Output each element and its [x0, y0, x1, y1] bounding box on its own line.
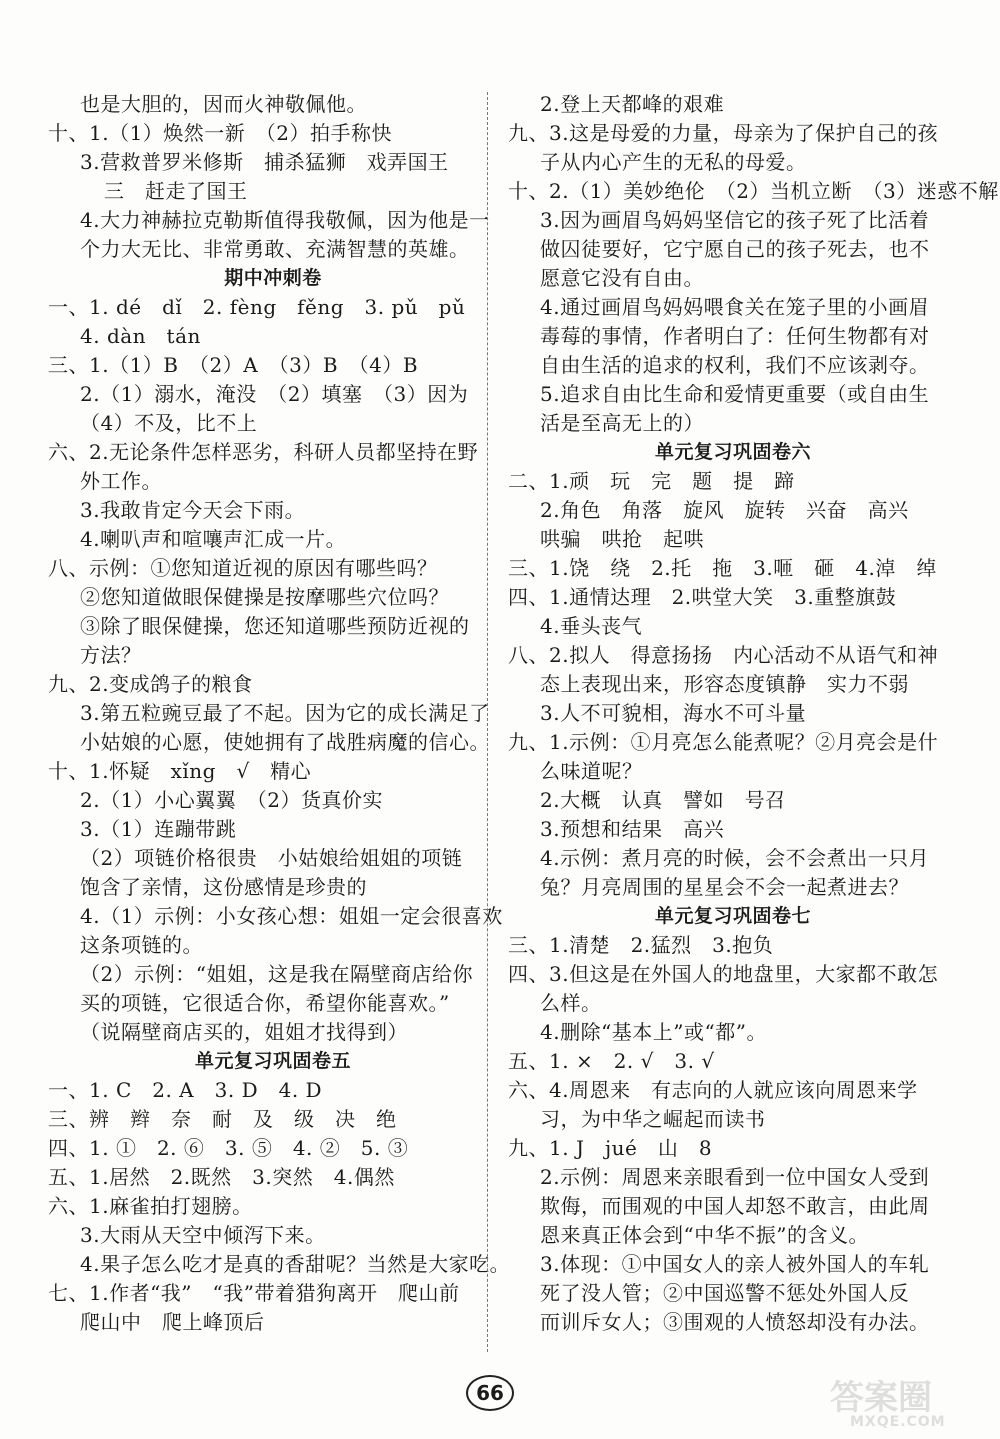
watermark-logo-text: 答案圈: [830, 1378, 932, 1418]
answer-line: 这条项链的。: [80, 933, 203, 957]
section-heading: 单元复习巩固卷七: [654, 905, 811, 927]
answer-line: 3.人不可貌相，海水不可斗量: [540, 701, 807, 725]
answer-line: 九、3.这是母爱的力量，母亲为了保护自己的孩: [508, 121, 939, 145]
answer-line: 外工作。: [80, 469, 162, 493]
answer-line: （4）不及，比不上: [80, 411, 258, 435]
right-column: [508, 90, 999, 1337]
answer-line: 十、2.（1）美妙绝伦 （2）当机立断 （3）迷惑不解: [508, 179, 999, 203]
answer-line: 3.体现：①中国女人的亲人被外国人的车轧: [540, 1252, 930, 1276]
answer-line: 态上表现出来，形容态度镇静 实力不弱: [540, 672, 909, 696]
answer-line: 三、1.清楚 2.猛烈 3.抱负: [508, 933, 774, 957]
answer-line: 八、2.拟人 得意扬扬 内心活动不从语气和神: [508, 643, 939, 667]
answer-line: 2.示例：周恩来亲眼看到一位中国女人受到: [540, 1165, 930, 1189]
answer-line: 4.喇叭声和喧嚷声汇成一片。: [80, 527, 347, 551]
answer-line: 三、辨 辫 奈 耐 及 级 决 绝: [48, 1107, 397, 1131]
answer-line: 4.大力神赫拉克勒斯值得我敬佩，因为他是一: [80, 208, 490, 232]
answer-line: 习，为中华之崛起而读书: [540, 1107, 766, 1131]
answer-line: 四、1. ① 2. ⑥ 3. ⑤ 4. ② 5. ③: [48, 1136, 409, 1160]
answer-line: 一、1. C 2. A 3. D 4. D: [48, 1078, 323, 1102]
answer-line: 3.大雨从天空中倾泻下来。: [80, 1223, 326, 1247]
answer-line: 4.（1）示例：小女孩心想：姐姐一定会很喜欢: [80, 904, 503, 928]
answer-line: 五、1. × 2. √ 3. √: [508, 1049, 715, 1073]
answer-line: 3.（1）连蹦带跳: [80, 817, 237, 841]
answer-line: 九、2.变成鸽子的粮食: [48, 672, 253, 696]
answer-line: 三、1.饶 绕 2.托 拖 3.咂 砸 4.淖 绰: [508, 556, 937, 580]
answer-line: 4.通过画眉鸟妈妈喂食关在笼子里的小画眉: [540, 295, 930, 319]
answer-line: 六、4.周恩来 有志向的人就应该向周恩来学: [508, 1078, 918, 1102]
answer-line: 四、1.通情达理 2.哄堂大笑 3.重整旗鼓: [508, 585, 897, 609]
answer-line: ②您知道做眼保健操是按摩哪些穴位吗？: [80, 585, 449, 609]
answer-line: 么样。: [540, 991, 602, 1015]
answer-line: 七、1.作者“我” “我”带着猎狗离开 爬山前: [48, 1281, 460, 1305]
section-heading: 单元复习巩固卷六: [654, 441, 811, 463]
answer-line: 4. dàn tán: [80, 324, 201, 348]
answer-line: 六、2.无论条件怎样恶劣，科研人员都坚持在野: [48, 440, 479, 464]
answer-line: 二、1.顽 玩 完 题 提 蹄: [508, 469, 795, 493]
answer-line: 四、3.但这是在外国人的地盘里，大家都不敢怎: [508, 962, 939, 986]
answer-line: 一、1. dé dǐ 2. fèng fěng 3. pǔ pǔ: [48, 295, 466, 319]
answer-line: 3.我敢肯定今天会下雨。: [80, 498, 306, 522]
answer-line: 六、1.麻雀拍打翅膀。: [48, 1194, 253, 1218]
answer-line: 九、1.示例：①月亮怎么能煮呢？②月亮会是什: [508, 730, 939, 754]
answer-line: 死了没人管；②中国巡警不惩处外国人反: [540, 1281, 909, 1305]
answer-line: 欺侮，而围观的中国人却怒不敢言，由此周: [540, 1194, 930, 1218]
answer-line: 三、1.（1）B （2）A （3）B （4）B: [48, 353, 419, 377]
answer-line: 么味道呢？: [540, 759, 643, 783]
watermark-logo: [830, 1370, 990, 1434]
answer-line: 五、1.居然 2.既然 3.突然 4.偶然: [48, 1165, 395, 1189]
answer-line: 3.因为画眉鸟妈妈坚信它的孩子死了比活着: [540, 208, 930, 232]
page-number: 66: [466, 1375, 514, 1411]
answer-line: 3.营救普罗米修斯 捕杀猛狮 戏弄国王: [80, 150, 449, 174]
answer-line: 做囚徒要好，它宁愿自己的孩子死去，也不: [540, 237, 930, 261]
answer-line: 个力大无比、非常勇敢、充满智慧的英雄。: [80, 237, 470, 261]
answer-line: 4.删除“基本上”或“都”。: [540, 1020, 767, 1044]
answer-line: 3.第五粒豌豆最了不起。因为它的成长满足了: [80, 701, 490, 725]
answer-line: 5.追求自由比生命和爱情更重要（或自由生: [540, 382, 930, 406]
answer-line: 八、示例：①您知道近视的原因有哪些吗？: [48, 556, 438, 580]
answer-line: 子从内心产生的无私的母爱。: [540, 150, 807, 174]
answer-line: 4.果子怎么吃才是真的香甜呢？当然是大家吃。: [80, 1252, 511, 1276]
answer-line: 方法？: [80, 643, 142, 667]
answer-line: 恩来真正体会到“中华不振”的含义。: [540, 1223, 869, 1247]
answer-line: 愿意它没有自由。: [540, 266, 704, 290]
answer-line: 小姑娘的心愿，使她拥有了战胜病魔的信心。: [80, 730, 490, 754]
answer-line: 2.（1）小心翼翼 （2）货真价实: [80, 788, 384, 812]
column-divider: [487, 92, 488, 1352]
answer-line: 九、1. J jué 山 8: [508, 1136, 713, 1160]
answer-line: 2.角色 角落 旋风 旋转 兴奋 高兴: [540, 498, 909, 522]
answer-line: 4.示例：煮月亮的时候，会不会煮出一只月: [540, 846, 930, 870]
answer-line: （2）项链价格很贵 小姑娘给姐姐的项链: [80, 846, 463, 870]
answer-line: 活是至高无上的）: [540, 411, 704, 435]
answer-line: 哄骗 哄抢 起哄: [540, 527, 704, 551]
answer-line: 饱含了亲情，这份感情是珍贵的: [80, 875, 367, 899]
watermark-url: MXQE.COM: [850, 1414, 946, 1430]
left-column: [48, 90, 511, 1337]
answer-line: 买的项链，它很适合你，希望你能喜欢。”: [80, 991, 450, 1015]
answer-line: 十、1.怀疑 xǐng √ 精心: [48, 759, 312, 783]
answer-line: 三 赶走了国王: [104, 179, 248, 203]
answer-line: 十、1.（1）焕然一新 （2）拍手称快: [48, 121, 393, 145]
answer-line: 自由生活的追求的权利，我们不应该剥夺。: [540, 353, 930, 377]
answer-line: （2）示例：“姐姐，这是我在隔壁商店给你: [80, 962, 473, 986]
answer-line: （说隔壁商店买的，姐姐才找得到）: [80, 1020, 408, 1044]
answer-line: 4.垂头丧气: [540, 614, 643, 638]
section-heading: 期中冲刺卷: [224, 267, 322, 289]
answer-line: 兔？月亮周围的星星会不会一起煮进去？: [540, 875, 909, 899]
answer-line: 爬山中 爬上峰顶后: [80, 1310, 265, 1334]
answer-line: 2.大概 认真 譬如 号召: [540, 788, 786, 812]
section-heading: 单元复习巩固卷五: [194, 1050, 351, 1072]
answer-line: 毒莓的事情，作者明白了：任何生物都有对: [540, 324, 930, 348]
answer-line: 而训斥女人；③围观的人愤怒却没有办法。: [540, 1310, 930, 1334]
answer-line: 也是大胆的，因而火神敬佩他。: [80, 92, 367, 116]
answer-line: 2.登上天都峰的艰难: [540, 92, 725, 116]
answer-line: ③除了眼保健操，您还知道哪些预防近视的: [80, 614, 470, 638]
answer-line: 2.（1）溺水，淹没 （2）填塞 （3）因为: [80, 382, 469, 406]
answer-line: 3.预想和结果 高兴: [540, 817, 725, 841]
